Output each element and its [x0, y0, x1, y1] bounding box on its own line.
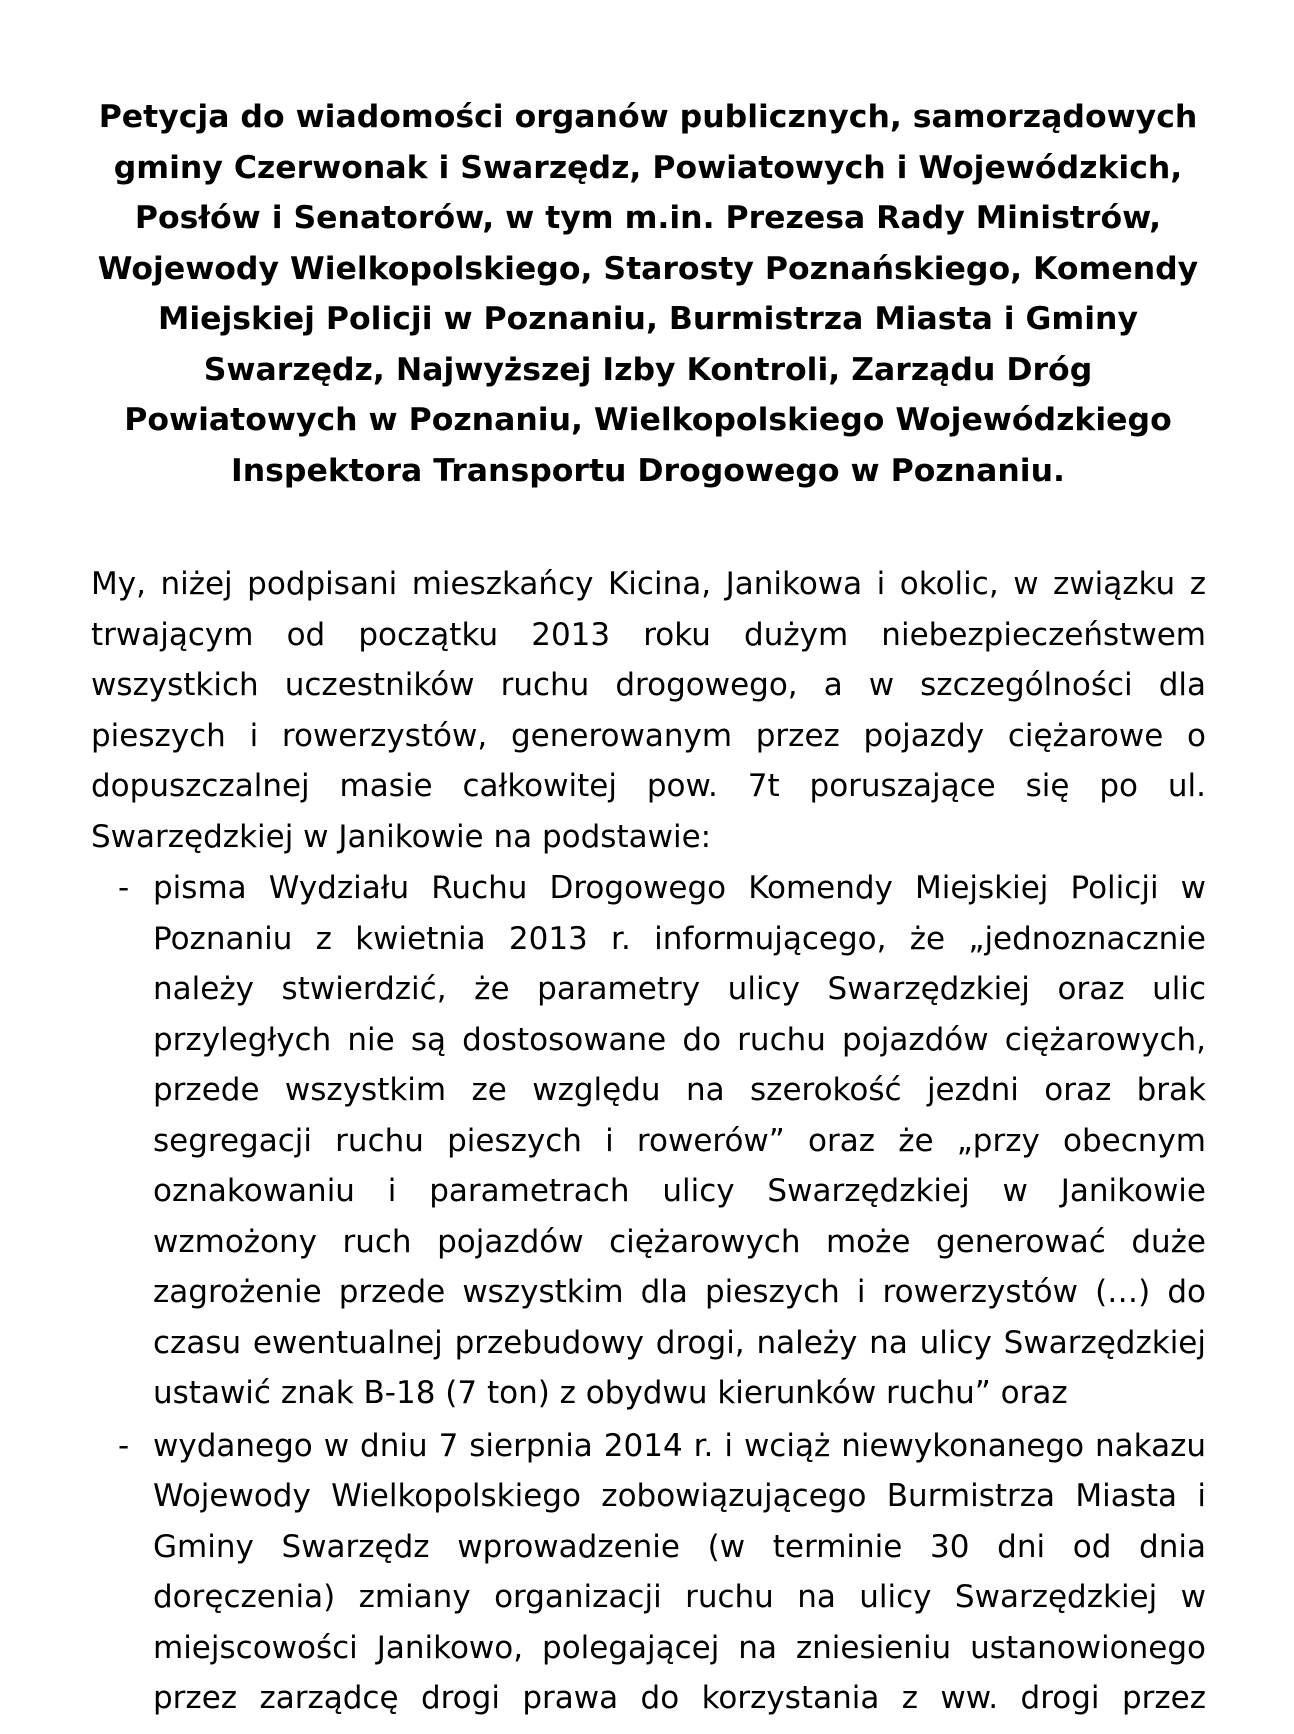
title-line: Miejskiej Policji w Poznaniu, Burmistrza Miasta i Gminy [158, 301, 1138, 337]
intro-line: My, niżej podpisani mieszkańcy Kicina, Janikowa i okolic, w związku z [91, 566, 1206, 602]
title-line: Powiatowych w Poznaniu, Wielkopolskiego Wojewódzkiego [124, 402, 1172, 438]
petition-title [92, 92, 1204, 496]
list-item [118, 1421, 1206, 1724]
list-item-line: Gminy Swarzędz wprowadzenie (w terminie 30 dni od dnia [153, 1528, 1206, 1565]
list-item-line: segregacji ruchu pieszych i rowerów” oraz że „przy obecnym [153, 1122, 1206, 1159]
intro-line: pieszych i rowerzystów, generowanym przez pojazdy ciężarowe o [91, 717, 1206, 754]
list-item-line: wzmożony ruch pojazdów ciężarowych może generować duże [153, 1223, 1206, 1260]
list-item-line: przyległych nie są dostosowane do ruchu pojazdów ciężarowych, [153, 1021, 1206, 1058]
list-item-line: należy stwierdzić, że parametry ulicy Swarzędzkiej oraz ulic [153, 971, 1206, 1007]
intro-line: wszystkich uczestników ruchu drogowego, a w szczególności dla [91, 667, 1206, 703]
list-item-line: przede wszystkim ze względu na szerokość jezdni oraz brak [153, 1072, 1206, 1108]
intro-line: Swarzędzkiej w Janikowie na podstawie: [91, 818, 712, 855]
list-item-line: pisma Wydziału Ruchu Drogowego Komendy Miejskiej Policji w [153, 870, 1206, 906]
intro-line: trwającym od początku 2013 roku dużym niebezpieczeństwem [91, 616, 1206, 653]
list-item-line: miejscowości Janikowo, polegającej na zniesieniu ustanowionego [153, 1629, 1206, 1666]
intro-line: dopuszczalnej masie całkowitej pow. 7t poruszające się po ul. [91, 768, 1206, 804]
list-item-line: ustawić znak B-18 (7 ton) z obydwu kierunków ruchu” oraz [153, 1375, 1068, 1411]
title-line: gminy Czerwonak i Swarzędz, Powiatowych i Wojewódzkich, [113, 149, 1183, 186]
list-item-line: Poznaniu z kwietnia 2013 r. informującego, że „jednoznacznie [153, 920, 1206, 957]
title-line: Swarzędz, Najwyższej Izby Kontroli, Zarządu Dróg [203, 351, 1093, 388]
list-item-line: oznakowaniu i parametrach ulicy Swarzędzkiej w Janikowie [153, 1173, 1206, 1209]
title-line: Petycja do wiadomości organów publicznych, samorządowych [98, 99, 1198, 135]
title-line: Posłów i Senatorów, w tym m.in. Prezesa Rady Ministrów, [134, 200, 1162, 236]
title-line: Wojewody Wielkopolskiego, Starosty Poznańskiego, Komendy [97, 250, 1199, 287]
list-item-line: przez zarządcę drogi prawa do korzystania z ww. drogi przez [153, 1680, 1206, 1716]
intro-paragraph [91, 559, 1206, 862]
list-item-line: doręczenia) zmiany organizacji ruchu na ulicy Swarzędzkiej w [153, 1579, 1206, 1615]
list-item-line: zagrożenie przede wszystkim dla pieszych i rowerzystów (…) do [153, 1274, 1206, 1310]
bullet-dash: - [118, 870, 130, 906]
bullet-dash: - [118, 1427, 130, 1464]
list-item-line: Wojewody Wielkopolskiego zobowiązującego Burmistrza Miasta i [153, 1478, 1206, 1514]
basis-list [118, 863, 1206, 1724]
list-item [118, 863, 1206, 1419]
list-item-line: czasu ewentualnej przebudowy drogi, należy na ulicy Swarzędzkiej [153, 1324, 1206, 1361]
list-item-line: wydanego w dniu 7 sierpnia 2014 r. i wciąż niewykonanego nakazu [153, 1427, 1206, 1464]
title-line: Inspektora Transportu Drogowego w Poznaniu. [231, 452, 1065, 489]
